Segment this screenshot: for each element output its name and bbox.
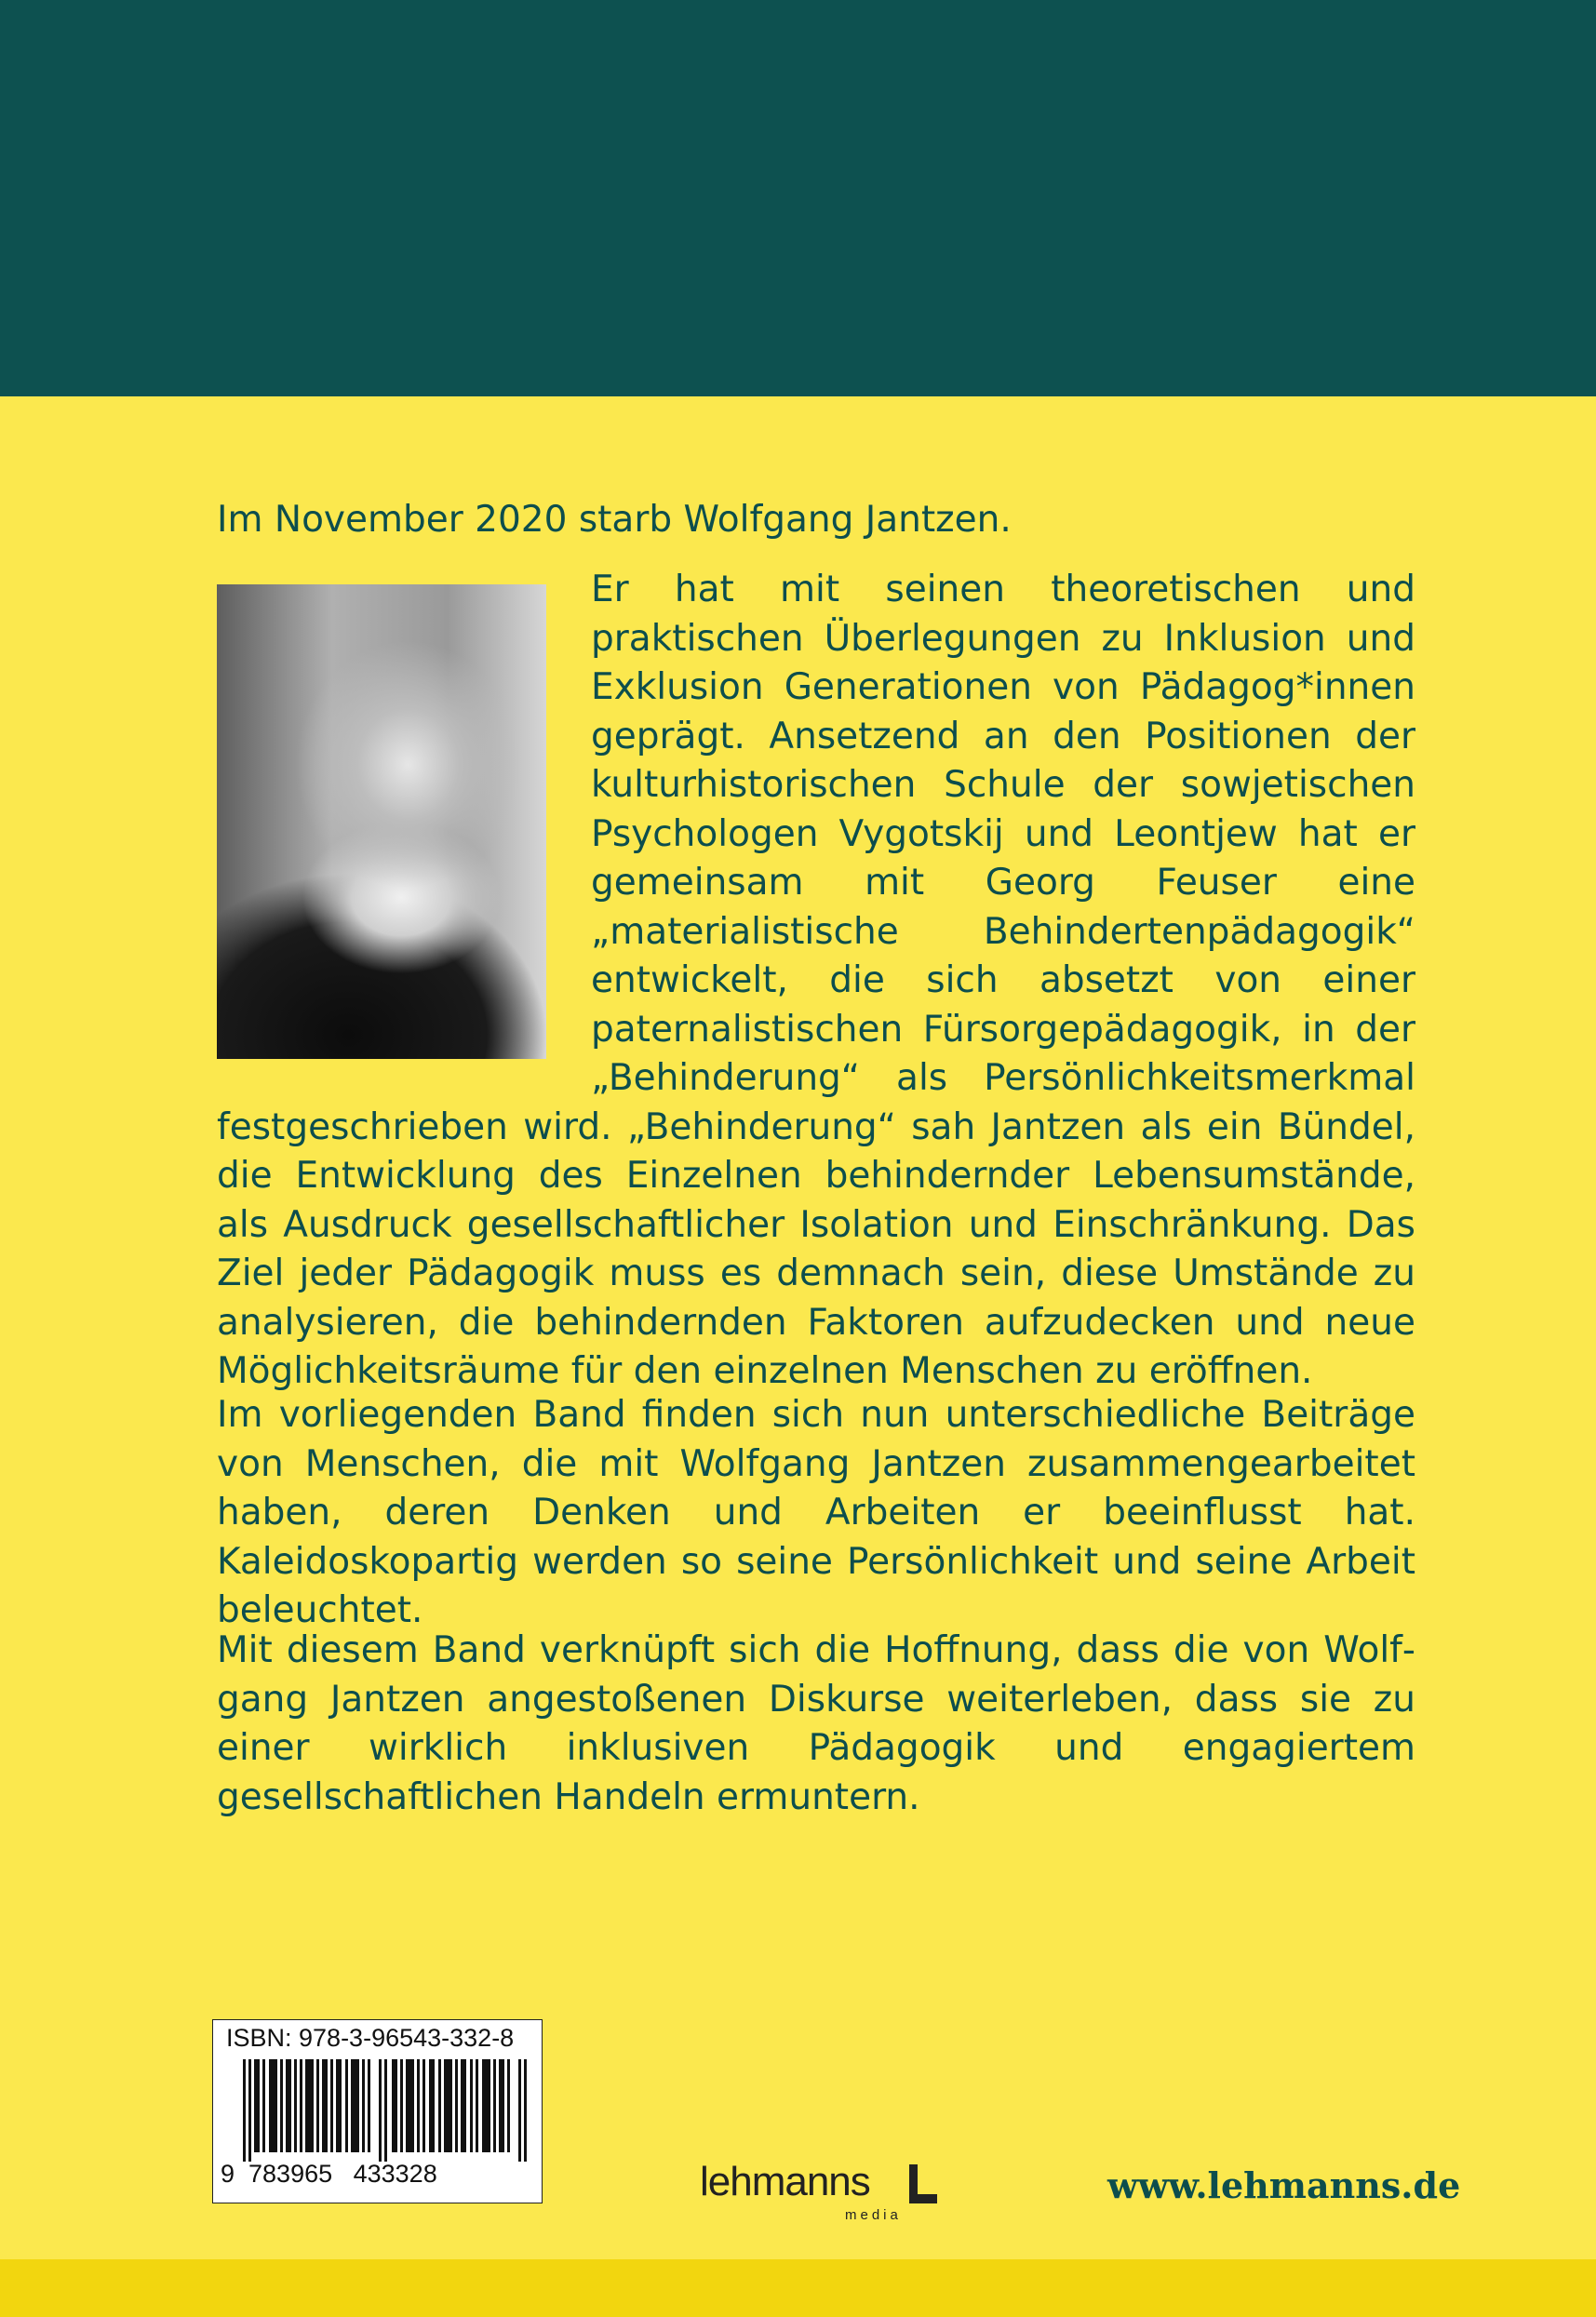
isbn-label: ISBN: 978-3-96543-332-8	[226, 2024, 515, 2052]
isbn-barcode	[212, 2019, 543, 2203]
paragraph-1	[217, 566, 1415, 1397]
publisher-l-mark-icon	[909, 2164, 937, 2203]
barcode-digits: 9 783965 433328	[221, 2160, 437, 2188]
author-portrait-photo	[217, 584, 546, 1059]
barcode-bars	[243, 2059, 527, 2162]
paragraph-3: Mit diesem Band verknüpft sich die Hoffnung, dass die von Wolfgang Jantzen angestoßenen Diskurse weiterleben, dass sie zu einer wirklich inklusiven Pädagogik und engagiertem gesellschaftlichen Handeln ermuntern.	[217, 1629, 1415, 1818]
publisher-logo	[700, 2159, 942, 2224]
publisher-name: lehmanns	[700, 2159, 870, 2204]
top-color-band	[0, 0, 1596, 396]
bottom-color-band	[0, 2259, 1596, 2317]
intro-line: Im November 2020 starb Wolfgang Jantzen.	[217, 499, 1012, 541]
publisher-subtitle: media	[845, 2207, 902, 2223]
paragraph-1-text: Er hat mit seinen theoretischen und praktischen Überlegungen zu Inklusion und Exklusion Generationen von Pädagog*innen geprägt. Ansetzend an den Positionen der kulturhistorischen Schule der sowjetischen Psychologen Vygotskij und Leontjew hat er gemeinsam mit Georg Feuser eine „materialistische Behindertenpädagogik“ entwickelt, die sich absetzt von einer paternalistischen Fürsorgepädagogik, in der „Behinderung“ als Persönlichkeitsmerkmal festgeschrieben wird. „Behinderung“ sah Jantzen als ein Bündel, die Entwicklung des Einzelnen behindernder Lebensumstände, als Ausdruck gesellschaftlicher Isolation und Einschränkung. Das Ziel jeder Pädagogik muss es demnach sein, diese Umstände zu analysieren, die behindernden Faktoren aufzudecken und neue Möglichkeitsräume für den einzelnen Menschen zu eröffnen.	[217, 569, 1415, 1392]
website-url[interactable]: www.lehmanns.de	[1107, 2164, 1461, 2206]
paragraph-2: Im vorliegenden Band finden sich nun unterschiedliche Beiträge von Menschen, die mit Wolfgang Jantzen zusammengearbeitet haben, deren Denken und Arbeiten er beeinflusst hat. Kaleidoskopartig werden so seine Persönlichkeit und seine Arbeit beleuchtet.	[217, 1394, 1415, 1631]
